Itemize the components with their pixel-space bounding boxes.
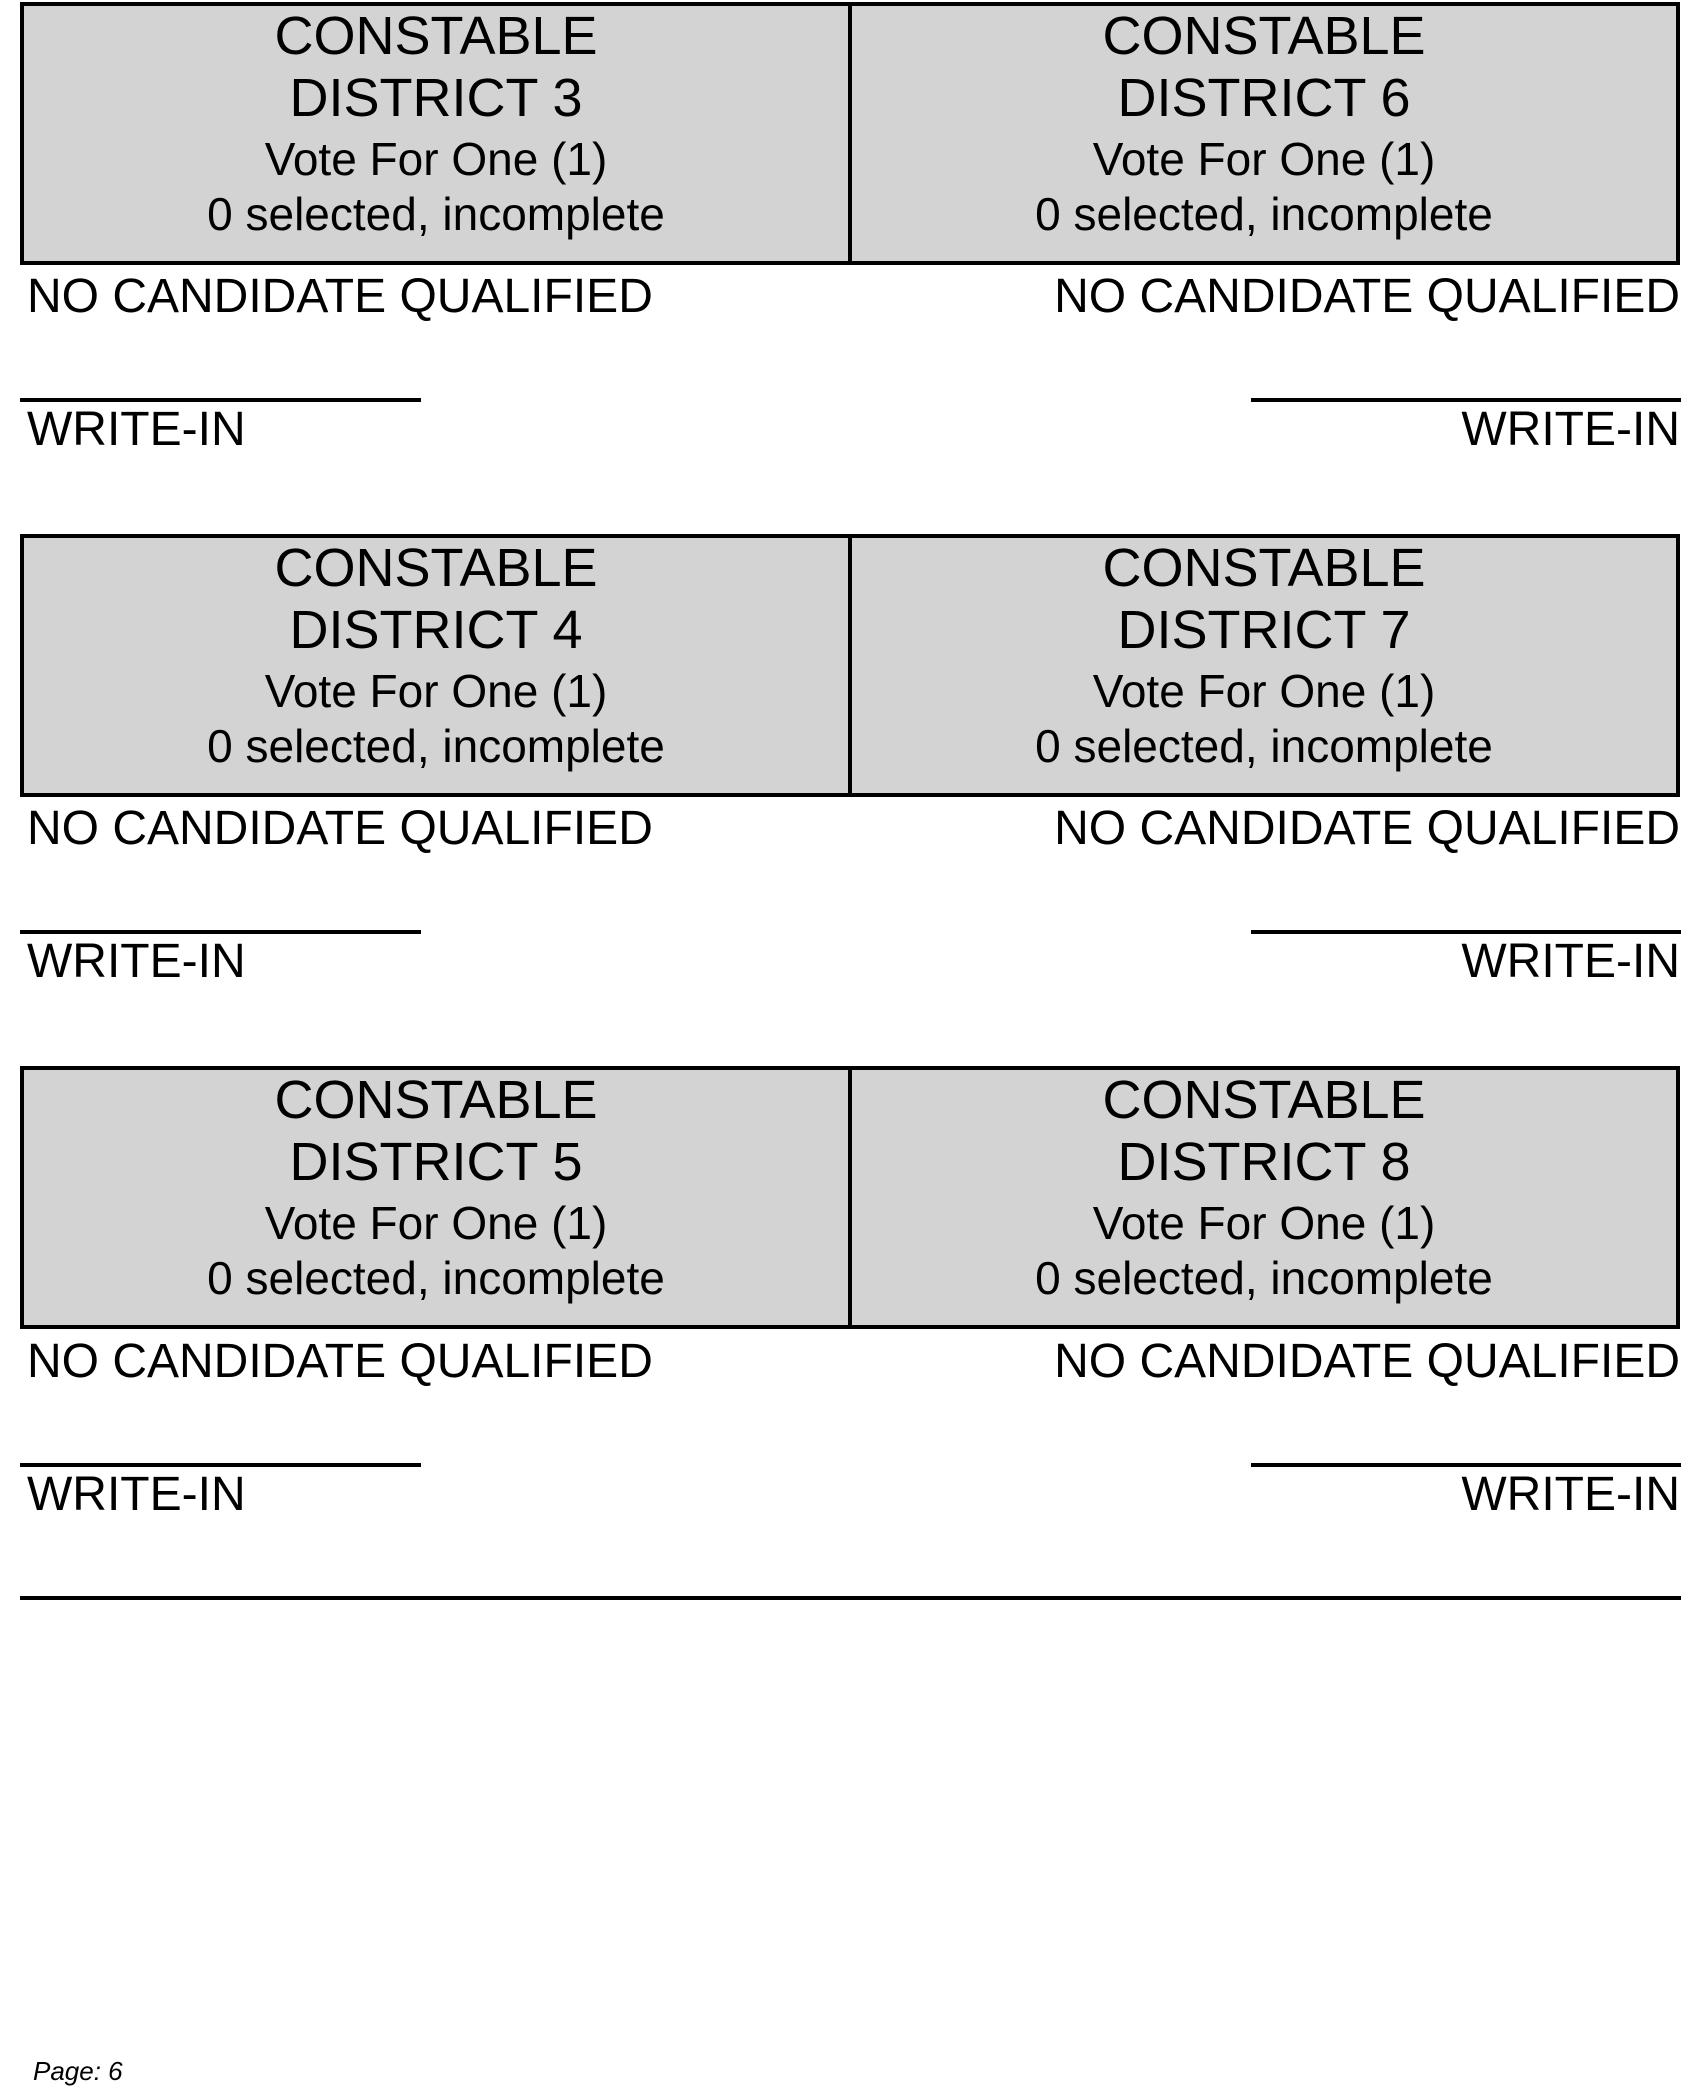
write-in-label: WRITE-IN: [1461, 403, 1680, 456]
write-in-label: WRITE-IN: [1461, 935, 1680, 988]
candidate-option[interactable]: NO CANDIDATE QUALIFIED: [27, 802, 653, 855]
contest-vote-for: Vote For One (1): [1092, 1197, 1436, 1249]
write-in-label: WRITE-IN: [27, 935, 246, 988]
write-in-line[interactable]: [20, 398, 421, 402]
contest-office: CONSTABLE: [1102, 538, 1426, 598]
write-in-line[interactable]: [1251, 1463, 1681, 1467]
write-in-line[interactable]: [20, 930, 421, 934]
write-in-label: WRITE-IN: [1461, 1468, 1680, 1521]
write-in-line[interactable]: [1251, 930, 1681, 934]
contest-vote-for: Vote For One (1): [1092, 665, 1436, 717]
contest-header-district-8: [852, 1066, 1680, 1329]
candidate-option[interactable]: NO CANDIDATE QUALIFIED: [1054, 1335, 1680, 1388]
contest-header-district-4: [20, 534, 852, 797]
candidate-option[interactable]: NO CANDIDATE QUALIFIED: [1054, 802, 1680, 855]
contest-selection-status: 0 selected, incomplete: [207, 188, 665, 240]
contest-district: DISTRICT 6: [1117, 68, 1411, 128]
contest-office: CONSTABLE: [274, 1070, 598, 1130]
contest-selection-status: 0 selected, incomplete: [1035, 1252, 1493, 1304]
contest-office: CONSTABLE: [1102, 6, 1426, 66]
contest-district: DISTRICT 3: [289, 68, 583, 128]
contest-district: DISTRICT 5: [289, 1132, 583, 1192]
candidate-option[interactable]: NO CANDIDATE QUALIFIED: [27, 1335, 653, 1388]
contest-office: CONSTABLE: [1102, 1070, 1426, 1130]
page-number: Page: 6: [33, 2056, 123, 2086]
section-end-rule: [20, 1596, 1681, 1600]
contest-district: DISTRICT 8: [1117, 1132, 1411, 1192]
contest-selection-status: 0 selected, incomplete: [207, 720, 665, 772]
write-in-line[interactable]: [20, 1463, 421, 1467]
contest-header-district-5: [20, 1066, 852, 1329]
contest-selection-status: 0 selected, incomplete: [207, 1252, 665, 1304]
contest-office: CONSTABLE: [274, 6, 598, 66]
contest-header-district-3: [20, 2, 852, 265]
contest-vote-for: Vote For One (1): [264, 1197, 608, 1249]
contest-district: DISTRICT 7: [1117, 600, 1411, 660]
contest-district: DISTRICT 4: [289, 600, 583, 660]
write-in-line[interactable]: [1251, 398, 1681, 402]
contest-vote-for: Vote For One (1): [264, 133, 608, 185]
write-in-label: WRITE-IN: [27, 1468, 246, 1521]
contest-header-district-7: [852, 534, 1680, 797]
contest-selection-status: 0 selected, incomplete: [1035, 188, 1493, 240]
contest-header-district-6: [852, 2, 1680, 265]
write-in-label: WRITE-IN: [27, 403, 246, 456]
contest-office: CONSTABLE: [274, 538, 598, 598]
contest-vote-for: Vote For One (1): [1092, 133, 1436, 185]
contest-selection-status: 0 selected, incomplete: [1035, 720, 1493, 772]
candidate-option[interactable]: NO CANDIDATE QUALIFIED: [1054, 270, 1680, 323]
contest-vote-for: Vote For One (1): [264, 665, 608, 717]
candidate-option[interactable]: NO CANDIDATE QUALIFIED: [27, 270, 653, 323]
